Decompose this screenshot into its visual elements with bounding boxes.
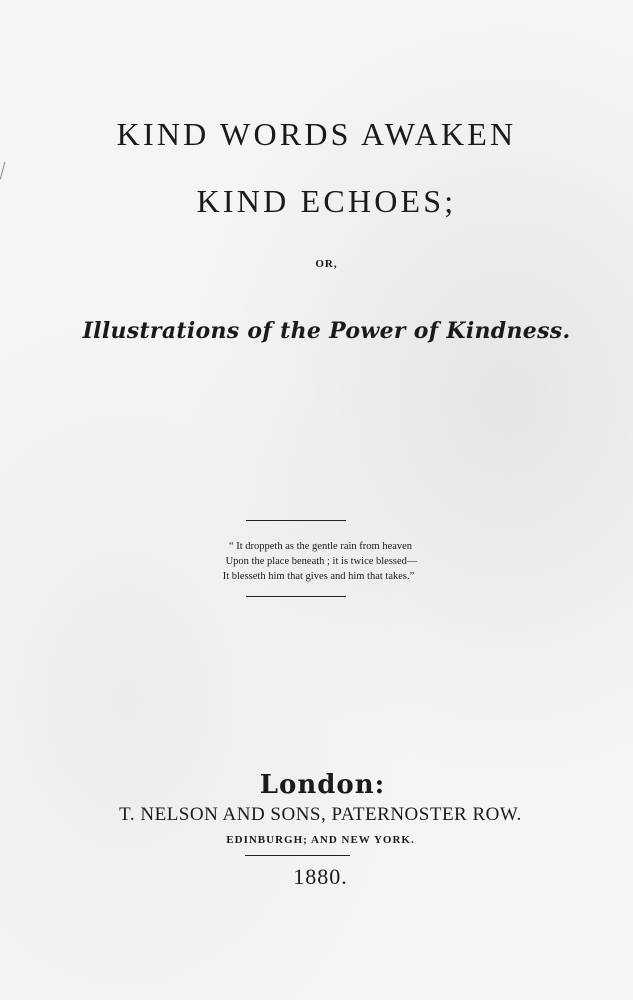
imprint-year: 1880. xyxy=(293,864,348,889)
imprint-rule xyxy=(245,855,350,856)
imprint-city: London: xyxy=(259,770,386,800)
margin-mark xyxy=(0,162,7,180)
imprint-publisher: T. NELSON AND SONS, PATERNOSTER ROW. xyxy=(119,804,522,825)
epigraph xyxy=(0,539,633,584)
epigraph-line-2: Upon the place beneath ; it is twice blessed— xyxy=(225,556,418,567)
epigraph-rule-bottom xyxy=(246,596,346,597)
epigraph-rule-top xyxy=(246,520,346,521)
book-title-line-1: KIND WORDS AWAKEN xyxy=(116,116,517,152)
book-subtitle: Illustrations of the Power of Kindness. xyxy=(82,318,571,344)
or-connector: OR, xyxy=(315,258,338,270)
epigraph-line-3: It blesseth him that gives and him that takes.” xyxy=(222,571,415,582)
epigraph-line-1: “ It droppeth as the gentle rain from heaven xyxy=(228,541,413,552)
book-title-line-2: KIND ECHOES; xyxy=(196,183,457,219)
imprint-locations: EDINBURGH; AND NEW YORK. xyxy=(226,834,415,846)
